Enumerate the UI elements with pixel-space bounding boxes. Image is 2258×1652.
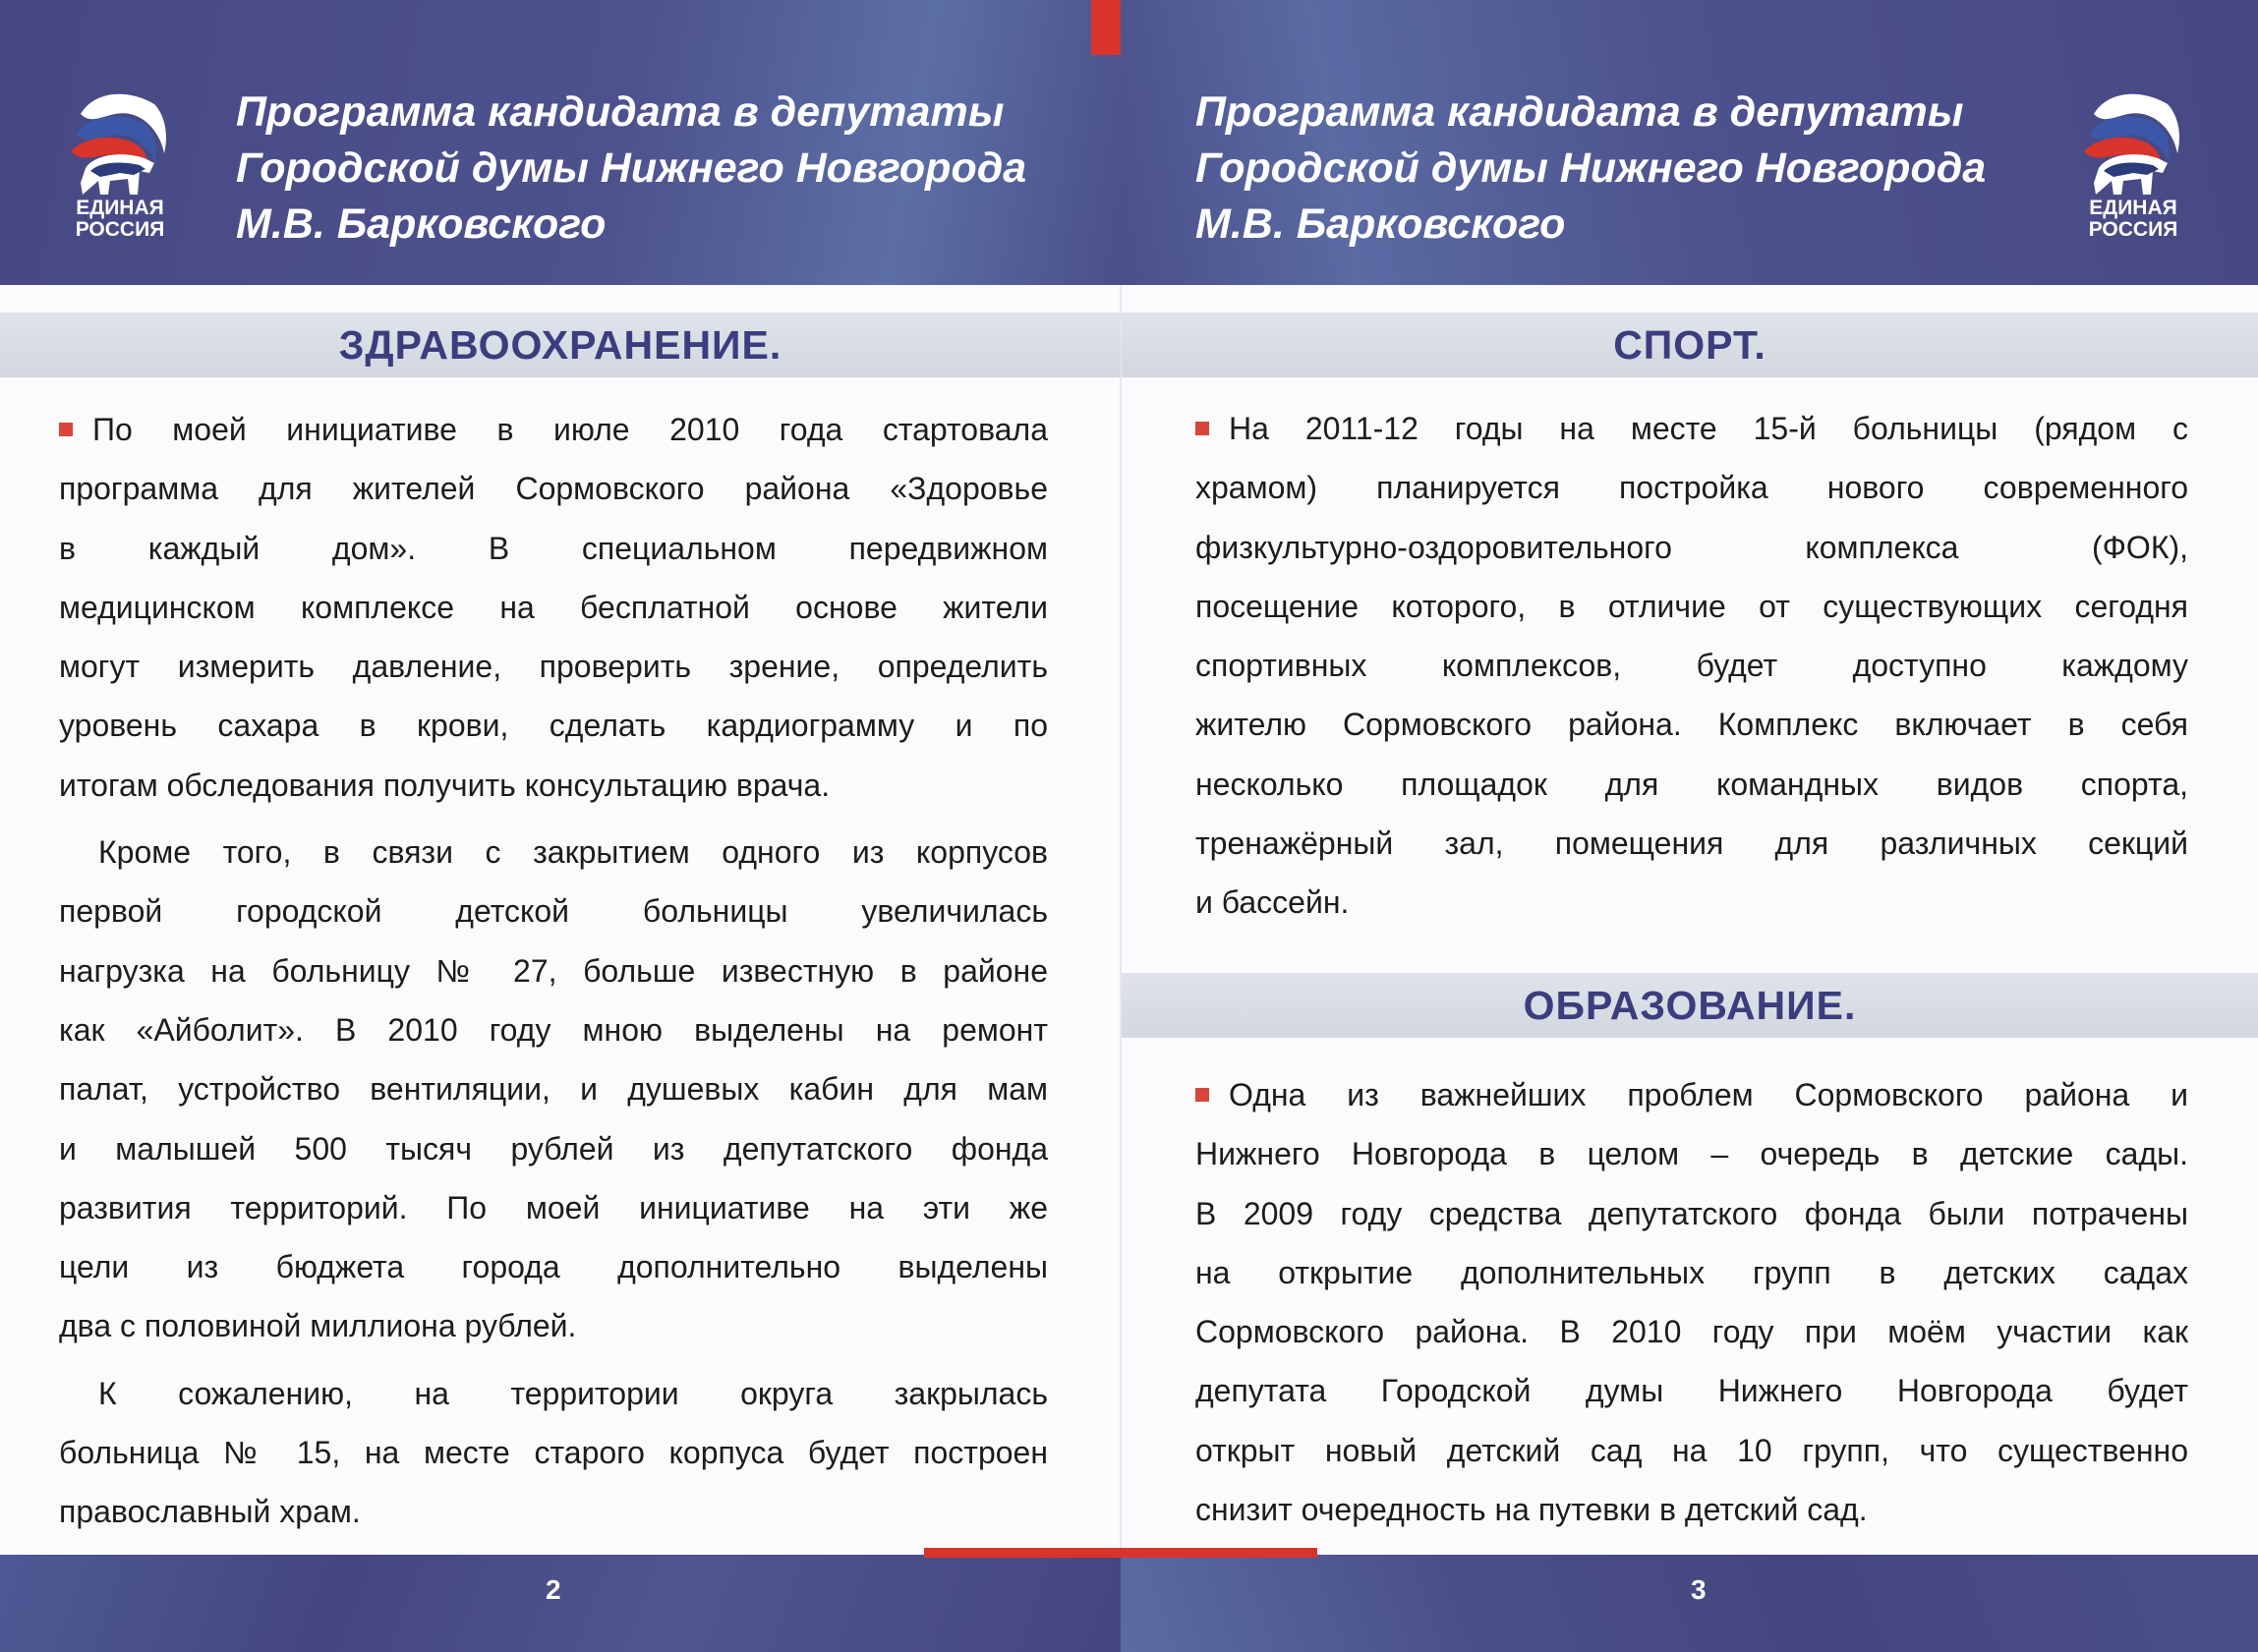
line-text: православный храм.	[59, 1494, 361, 1530]
education-text	[1195, 1065, 2188, 1547]
line-text: Кроме того, в связи с закрытием одного из корпусов	[98, 834, 1048, 871]
line-text: больница № 15, на месте старого корпуса будет построен	[59, 1435, 1048, 1471]
text-line	[1195, 399, 2188, 458]
text-line	[1195, 1480, 2188, 1539]
logo-text-line1: ЕДИНАЯ	[2089, 197, 2177, 219]
text-line	[59, 941, 1048, 1000]
text-line	[59, 400, 1048, 459]
line-text: на открытие дополнительных групп в детских садах	[1195, 1254, 2188, 1290]
text-line	[59, 1482, 1048, 1541]
bullet-icon	[1195, 422, 1209, 435]
line-text: два с половиной миллиона рублей.	[59, 1308, 577, 1344]
line-text: итогам обследования получить консультацию врача.	[59, 767, 831, 803]
line-text: В 2009 году средства депутатского фонда были потрачены	[1195, 1195, 2188, 1231]
text-line	[1195, 1065, 2188, 1124]
text-line	[1195, 814, 2188, 873]
paragraph	[1195, 399, 2188, 933]
line-text: первой городской детской больницы увеличилась	[59, 893, 1048, 930]
paragraph	[1195, 1065, 2188, 1539]
text-line	[59, 823, 1048, 882]
text-line	[59, 1000, 1048, 1059]
text-line	[1195, 1124, 2188, 1183]
text-line	[1195, 695, 2188, 754]
line-text: Сормовского района. В 2010 году при моём участии как	[1195, 1314, 2188, 1350]
text-line	[59, 519, 1048, 578]
line-text: в каждый дом». В специальном передвижном	[59, 530, 1048, 566]
line-text: уровень сахара в крови, сделать кардиограмму и по	[59, 708, 1048, 744]
title-line: Городской думы Нижнего Новгорода	[236, 144, 1027, 192]
text-line	[59, 578, 1048, 637]
line-text: снизит очередность на путевки в детский сад.	[1195, 1492, 1868, 1528]
paragraph	[59, 823, 1048, 1356]
section-band-sport	[1122, 313, 2258, 377]
text-line	[59, 756, 1048, 815]
logo-text-line2: РОССИЯ	[2088, 218, 2178, 241]
line-text: и бассейн.	[1195, 884, 1350, 921]
line-text: могут измерить давление, проверить зрение, определить	[59, 649, 1048, 685]
spine-fold	[1120, 285, 1122, 1555]
paragraph	[59, 400, 1048, 815]
line-text: нагрузка на больницу № 27, больше известную в районе	[59, 952, 1048, 989]
text-line	[59, 637, 1048, 696]
text-line	[1195, 1421, 2188, 1480]
section-heading-education: ОБРАЗОВАНИЕ.	[1523, 983, 1857, 1028]
bullet-icon	[1195, 1088, 1209, 1102]
line-text: На 2011-12 годы на месте 15-й больницы (рядом с	[1229, 411, 2188, 446]
line-text: посещение которого, в отличие от существующих сегодня	[1195, 588, 2188, 624]
text-line	[59, 1178, 1048, 1237]
bear-flag-icon	[2074, 85, 2192, 198]
logo-text-line1: ЕДИНАЯ	[76, 197, 164, 219]
line-text: и малышей 500 тысяч рублей из депутатского фонда	[59, 1130, 1048, 1167]
section-heading-sport: СПОРТ.	[1613, 322, 1766, 368]
title-line: М.В. Барковского	[1195, 200, 1566, 248]
text-line	[1195, 1302, 2188, 1361]
sport-text	[1195, 399, 2188, 940]
logo-text-line2: РОССИЯ	[75, 218, 165, 241]
line-text: По моей инициативе в июле 2010 года стартовала	[92, 412, 1048, 447]
line-text: как «Айболит». В 2010 году мною выделены на ремонт	[59, 1011, 1048, 1048]
line-text: тренажёрный зал, помещения для различных секций	[1195, 826, 2188, 862]
line-text: Нижнего Новгорода в целом – очередь в детские сады.	[1195, 1136, 2188, 1172]
text-line	[1195, 577, 2188, 636]
text-line	[59, 1119, 1048, 1178]
text-line	[59, 1059, 1048, 1118]
section-band-education	[1122, 973, 2258, 1038]
title-line: Городской думы Нижнего Новгорода	[1195, 144, 1987, 192]
bullet-icon	[59, 423, 73, 436]
text-line	[59, 1237, 1048, 1296]
line-text: спортивных комплексов, будет доступно каждому	[1195, 648, 2188, 684]
text-line	[59, 696, 1048, 755]
line-text: цели из бюджета города дополнительно выделены	[59, 1249, 1048, 1285]
page-number-left: 2	[546, 1574, 561, 1605]
text-line	[1195, 518, 2188, 577]
health-text	[59, 400, 1048, 1550]
line-text: Одна из важнейших проблем Сормовского района и	[1229, 1077, 2188, 1112]
line-text: палат, устройство вентиляции, и душевых кабин для мам	[59, 1071, 1048, 1108]
bear-flag-icon	[61, 85, 179, 198]
text-line	[1195, 873, 2188, 932]
text-line	[1195, 1243, 2188, 1302]
line-text: несколько площадок для командных видов спорта,	[1195, 766, 2188, 802]
text-line	[59, 1423, 1048, 1482]
line-text: храмом) планируется постройка нового современного	[1195, 470, 2188, 506]
line-text: жителю Сормовского района. Комплекс включает в себя	[1195, 707, 2188, 743]
line-text: депутата Городской думы Нижнего Новгорода будет	[1195, 1373, 2188, 1409]
paragraph	[59, 1364, 1048, 1542]
header-title-right	[1195, 85, 1986, 253]
header-title-left	[236, 85, 1026, 253]
text-line	[1195, 1361, 2188, 1420]
section-heading-health: ЗДРАВООХРАНЕНИЕ.	[338, 322, 782, 368]
page-number-right: 3	[1691, 1574, 1707, 1605]
spine-red-tab	[1091, 0, 1121, 55]
line-text: программа для жителей Сормовского района «Здоровье	[59, 471, 1048, 507]
text-line	[1195, 636, 2188, 695]
text-line	[1195, 1184, 2188, 1243]
line-text: К сожалению, на территории округа закрылась	[98, 1375, 1048, 1411]
text-line	[59, 882, 1048, 940]
title-line: Программа кандидата в депутаты	[1195, 88, 1964, 136]
text-line	[59, 1364, 1048, 1423]
line-text: открыт новый детский сад на 10 групп, что существенно	[1195, 1432, 2188, 1468]
text-line	[1195, 458, 2188, 517]
line-text: развития территорий. По моей инициативе на эти же	[59, 1189, 1048, 1225]
text-line	[59, 1296, 1048, 1355]
footer-red-strip	[924, 1548, 1317, 1558]
section-band-health	[0, 313, 1121, 377]
line-text: медицинском комплексе на бесплатной основе жители	[59, 589, 1048, 625]
title-line: Программа кандидата в депутаты	[236, 88, 1005, 136]
title-line: М.В. Барковского	[236, 200, 607, 248]
united-russia-logo-right	[2074, 85, 2192, 242]
united-russia-logo-left	[61, 85, 179, 242]
text-line	[1195, 755, 2188, 814]
line-text: физкультурно-оздоровительного комплекса (ФОК),	[1195, 529, 2188, 565]
text-line	[59, 459, 1048, 518]
footer-right	[1121, 1555, 2258, 1652]
